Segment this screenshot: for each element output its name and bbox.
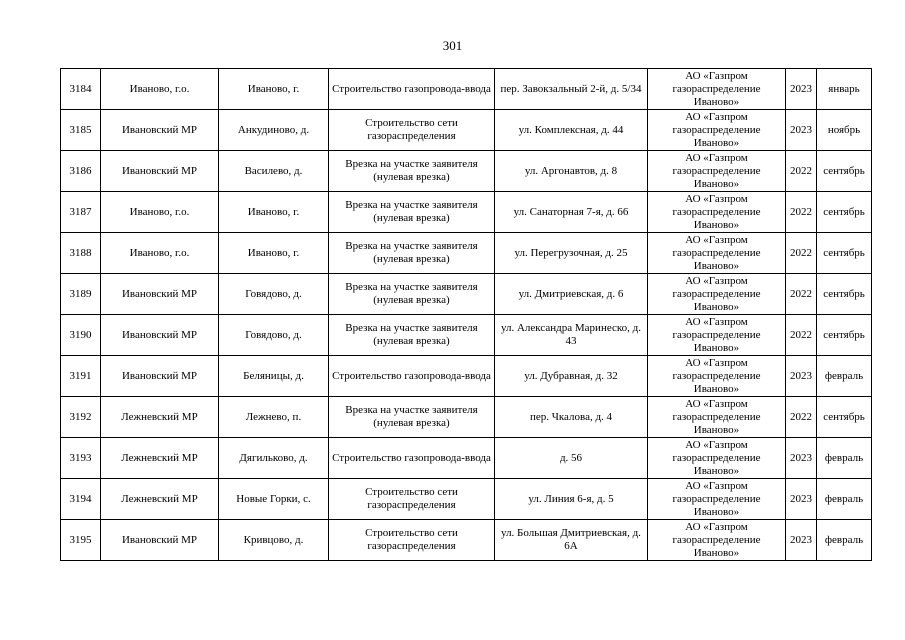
address-cell: ул. Большая Дмитриевская, д. 6А [495,520,648,561]
address-cell: пер. Завокзальный 2-й, д. 5/34 [495,69,648,110]
locality-cell: Иваново, г. [219,233,329,274]
year-cell: 2022 [786,397,817,438]
row-number-cell: 3185 [61,110,101,151]
year-cell: 2023 [786,69,817,110]
month-cell: сентябрь [817,315,872,356]
locality-cell: Василево, д. [219,151,329,192]
address-cell: ул. Дмитриевская, д. 6 [495,274,648,315]
work-type-cell: Строительство сети газораспределения [329,520,495,561]
table-row [61,479,872,520]
address-cell: ул. Дубравная, д. 32 [495,356,648,397]
work-type-cell: Врезка на участке заявителя (нулевая врезка) [329,397,495,438]
work-type-cell: Строительство газопровода-ввода [329,356,495,397]
table-row [61,110,872,151]
work-type-cell: Строительство газопровода-ввода [329,69,495,110]
district-cell: Ивановский МР [101,315,219,356]
month-cell: ноябрь [817,110,872,151]
year-cell: 2023 [786,438,817,479]
year-cell: 2023 [786,110,817,151]
locality-cell: Говядово, д. [219,274,329,315]
table-row [61,356,872,397]
row-number-cell: 3190 [61,315,101,356]
row-number-cell: 3188 [61,233,101,274]
locality-cell: Иваново, г. [219,192,329,233]
organization-cell: АО «Газпром газораспределение Иваново» [648,151,786,192]
work-type-cell: Строительство сети газораспределения [329,479,495,520]
row-number-cell: 3189 [61,274,101,315]
year-cell: 2022 [786,315,817,356]
locality-cell: Лежнево, п. [219,397,329,438]
district-cell: Иваново, г.о. [101,69,219,110]
month-cell: сентябрь [817,233,872,274]
month-cell: сентябрь [817,274,872,315]
row-number-cell: 3186 [61,151,101,192]
month-cell: февраль [817,479,872,520]
locality-cell: Кривцово, д. [219,520,329,561]
table-row [61,233,872,274]
work-type-cell: Врезка на участке заявителя (нулевая врезка) [329,233,495,274]
year-cell: 2023 [786,356,817,397]
district-cell: Лежневский МР [101,397,219,438]
organization-cell: АО «Газпром газораспределение Иваново» [648,192,786,233]
year-cell: 2022 [786,233,817,274]
row-number-cell: 3194 [61,479,101,520]
locality-cell: Анкудиново, д. [219,110,329,151]
row-number-cell: 3184 [61,69,101,110]
district-cell: Лежневский МР [101,438,219,479]
month-cell: сентябрь [817,151,872,192]
year-cell: 2022 [786,192,817,233]
page-number: 301 [442,38,463,53]
district-cell: Иваново, г.о. [101,233,219,274]
work-type-cell: Врезка на участке заявителя (нулевая врезка) [329,192,495,233]
month-cell: февраль [817,356,872,397]
organization-cell: АО «Газпром газораспределение Иваново» [648,438,786,479]
row-number-cell: 3192 [61,397,101,438]
row-number-cell: 3187 [61,192,101,233]
row-number-cell: 3191 [61,356,101,397]
address-cell: ул. Комплексная, д. 44 [495,110,648,151]
table-row [61,192,872,233]
locality-cell: Дягильково, д. [219,438,329,479]
year-cell: 2023 [786,479,817,520]
month-cell: сентябрь [817,397,872,438]
address-cell: д. 56 [495,438,648,479]
district-cell: Ивановский МР [101,110,219,151]
work-type-cell: Строительство сети газораспределения [329,110,495,151]
organization-cell: АО «Газпром газораспределение Иваново» [648,233,786,274]
district-cell: Иваново, г.о. [101,192,219,233]
organization-cell: АО «Газпром газораспределение Иваново» [648,274,786,315]
row-number-cell: 3195 [61,520,101,561]
table-row [61,315,872,356]
month-cell: сентябрь [817,192,872,233]
organization-cell: АО «Газпром газораспределение Иваново» [648,110,786,151]
district-cell: Ивановский МР [101,151,219,192]
organization-cell: АО «Газпром газораспределение Иваново» [648,479,786,520]
district-cell: Ивановский МР [101,356,219,397]
district-cell: Лежневский МР [101,479,219,520]
locality-cell: Иваново, г. [219,69,329,110]
row-number-cell: 3193 [61,438,101,479]
year-cell: 2023 [786,520,817,561]
table-row [61,397,872,438]
organization-cell: АО «Газпром газораспределение Иваново» [648,315,786,356]
table-row [61,69,872,110]
year-cell: 2022 [786,274,817,315]
locality-cell: Говядово, д. [219,315,329,356]
address-cell: ул. Санаторная 7-я, д. 66 [495,192,648,233]
locality-cell: Беляницы, д. [219,356,329,397]
organization-cell: АО «Газпром газораспределение Иваново» [648,520,786,561]
locality-cell: Новые Горки, с. [219,479,329,520]
address-cell: ул. Александра Маринеско, д. 43 [495,315,648,356]
address-cell: пер. Чкалова, д. 4 [495,397,648,438]
organization-cell: АО «Газпром газораспределение Иваново» [648,397,786,438]
month-cell: февраль [817,438,872,479]
organization-cell: АО «Газпром газораспределение Иваново» [648,69,786,110]
gasification-table [60,68,872,561]
table-row [61,438,872,479]
year-cell: 2022 [786,151,817,192]
table-row [61,151,872,192]
address-cell: ул. Аргонавтов, д. 8 [495,151,648,192]
month-cell: февраль [817,520,872,561]
organization-cell: АО «Газпром газораспределение Иваново» [648,356,786,397]
work-type-cell: Строительство газопровода-ввода [329,438,495,479]
work-type-cell: Врезка на участке заявителя (нулевая врезка) [329,151,495,192]
work-type-cell: Врезка на участке заявителя (нулевая врезка) [329,274,495,315]
address-cell: ул. Линия 6-я, д. 5 [495,479,648,520]
month-cell: январь [817,69,872,110]
district-cell: Ивановский МР [101,274,219,315]
work-type-cell: Врезка на участке заявителя (нулевая врезка) [329,315,495,356]
table-row [61,520,872,561]
table-row [61,274,872,315]
district-cell: Ивановский МР [101,520,219,561]
address-cell: ул. Перегрузочная, д. 25 [495,233,648,274]
